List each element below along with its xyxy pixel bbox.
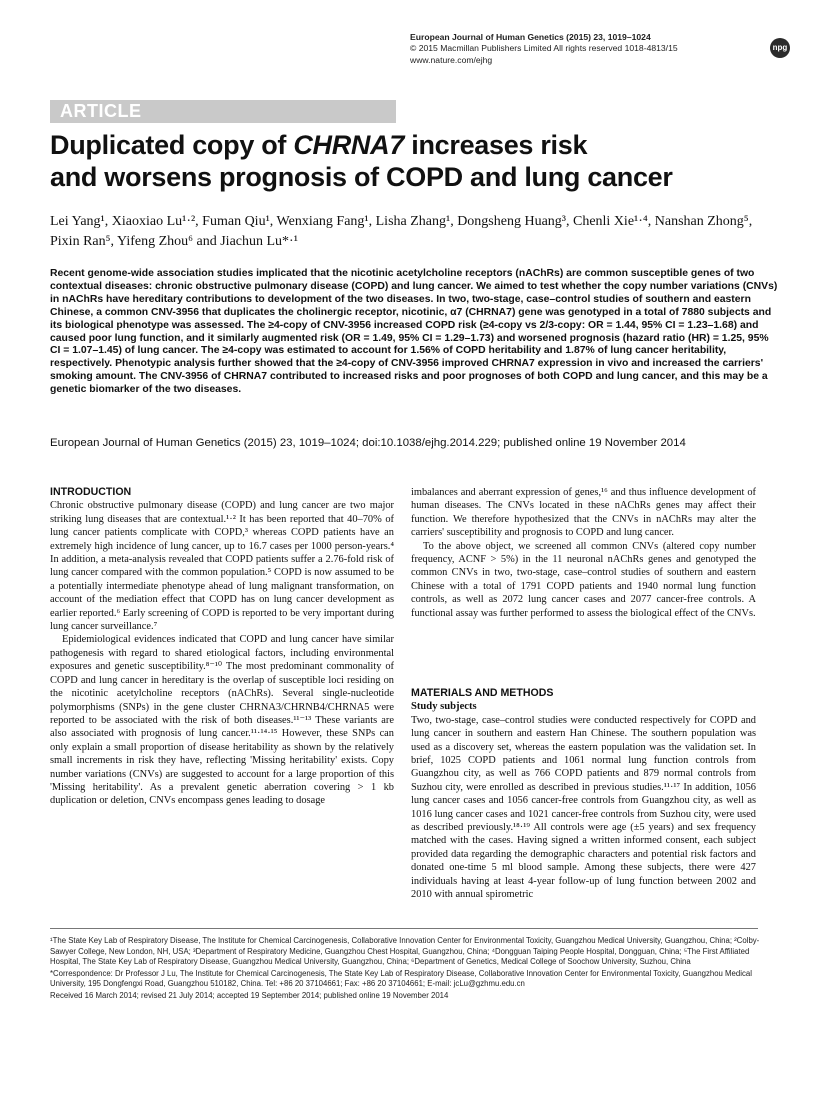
methods-heading: MATERIALS AND METHODS: [411, 687, 554, 699]
title-gene: CHRNA7: [293, 130, 405, 160]
copyright-line: © 2015 Macmillan Publishers Limited All rights reserved 1018-4813/15: [410, 43, 678, 54]
intro-paragraph-3: imbalances and aberrant expression of genes,¹⁶ and thus influence development of human diseases. The CNVs located in these nAChRs genes may affect their function. We therefore hypothesized that the CNVs in nAChRs may alter the carriers' susceptibility and prognosis to COPD and lung cancer.: [411, 487, 756, 539]
journal-url[interactable]: www.nature.com/ejhg: [410, 54, 493, 65]
intro-paragraph-1: Chronic obstructive pulmonary disease (COPD) and lung cancer are two major striking lung diseases that are contextual.¹·² It has been reported that 40–70% of lung cancer patients complicate with COPD,³ whereas COPD patients have an extremely high incidence of lung cancer, up to 16.7 cases per 1000 person-years.⁴ In addition, a meta-analysis revealed that COPD patients suffer a 2.76-fold risk of lung cancer compared with the common population.⁵ COPD is now assumed to be a potentially intermediate phenotype ahead of lung malignant transformation, on account of the mediation effect that COPD has on lung cancer development as earlier reported.⁶ Early screening of COPD is reported to be very important during lung cancer surveillance.⁷: [50, 500, 394, 633]
title-line-2: and worsens prognosis of COPD and lung cancer: [50, 162, 673, 192]
article-type-band: [50, 100, 396, 123]
abstract: Recent genome-wide association studies implicated that the nicotinic acetylcholine receptors (nAChRs) are common susceptible genes of two contextual diseases: chronic obstructive pulmonary disease (COPD) and lung cancer. We aimed to test whether the copy number variations (CNVs) in nAChRs have hereditary contributions to development of the two diseases. In two, two-stage, case–control studies of southern and eastern Chinese, a common CNV-3956 that duplicates the cholinergic receptor, nicotinic, α7 (CHRNA7) gene was genotyped in a total of 7880 subjects and its biological phenotype was assessed. The ≥4-copy of CNV-3956 increased COPD risk (≥4-copy vs 2/3-copy: OR = 1.44, 95% CI = 1.23–1.68) and caused poor lung function, and it similarly augmented risk (OR = 1.49, 95% CI = 1.29–1.73) and worsened prognosis (hazard ratio (HR) = 1.25, 95% CI = 1.07–1.45) of lung cancer. The ≥4-copy was estimated to account for 1.56% of COPD heritability and 1.87% of lung cancer heritability, respectively. Phenotypic analysis further showed that the ≥4-copy of CNV-3956 improved CHRNA7 expression in vivo and increased the carriers' smoking amount. The CNV-3956 of CHRNA7 contributed to increased risks and poor prognoses of both COPD and lung cancer, and this may be a genetic biomarker of the two diseases.: [50, 268, 778, 396]
article-label: ARTICLE: [60, 101, 142, 121]
correspondence: *Correspondence: Dr Professor J Lu, The Institute for Chemical Carcinogenesis, The State Key Lab of Respiratory Disease, Collaborative Innovation Center for Environmental Toxicity, Guangzhou Medical University, 195 Dongfengxi Road, Guangzhou 510182, China. Tel: +86 20 37104661; Fax: +86 20 37104661; E-mail: jcLu@gzhmu.edu.cn: [50, 968, 752, 989]
received-dates: Received 16 March 2014; revised 21 July 2014; accepted 19 September 2014; published online 19 November 2014: [50, 990, 449, 1000]
methods-section: [411, 687, 756, 902]
intro-paragraph-2: Epidemiological evidences indicated that COPD and lung cancer have similar pathogenesis with regard to shared etiological factors, including environmental exposures and genetic susceptibility.⁸⁻¹⁰ The most predominant commonality of COPD and lung cancer in hereditary is the overlap of susceptible loci residing on the nicotinic acetylcholine receptors (nAChRs). Several single-nucleotide polymorphisms (SNPs) in the gene cluster CHRNA3/CHRNB4/CHRNA5 were reported to be associated with the risk of both diseases.¹¹⁻¹³ These variants are also associated with prognosis of lung cancer.¹¹·¹⁴·¹⁵ However, these SNPs can only explain a small proportion of disease heritability as shown by the relatively small increments in risk they have, reflecting 'Missing heritability' exists. Copy number variations (CNVs) are suggested to account for a large proportion of this 'Missing heritability'. As a prevalent genetic aberration covering > 1 kb duplication or deletion, CNVs encompass genes leading to dosage: [50, 634, 394, 807]
methods-paragraph-1: Two, two-stage, case–control studies were conducted respectively for COPD and lung cancer in southern and eastern Han Chinese. The southern population was used as a discovery set, whereas the eastern population was the validation set. In brief, 1025 COPD patients and 1061 normal lung function controls from Guangzhou city, as well as 766 COPD patients and 879 normal controls from Suzhou city, were enrolled as described in previous studies.¹¹·¹⁷ In addition, 1056 lung cancer cases and 1056 cancer-free controls from Guangzhou city, as well as 1016 lung cancer cases and 1021 cancer-free controls from Suzhou city, were used as described previously.¹⁸·¹⁹ All controls were age (±5 years) and sex frequency matched with the cases. Having signed a written informed consent, each subject provided data regarding the demographic characters and potential risk factors and donated one-time 5 ml blood sample. Among these subjects, there were 427 individuals having at least 4-year follow-up of lung function between 2002 and 2010 with annual spirometric: [411, 714, 756, 901]
title-text: increases risk: [404, 130, 588, 160]
title-text: Duplicated copy of: [50, 130, 294, 160]
left-column: [50, 486, 394, 808]
affiliations: ¹The State Key Lab of Respiratory Disease, The Institute for Chemical Carcinogenesis, Collaborative Innovation Center for Environmental Toxicity, Guangzhou Medical University, Guangzhou, China; ²Colby-Sawyer College, New London, NH, USA; ³Department of Respiratory Medicine, Guangzhou Chest Hospital, Guangzhou, China; ⁴Dongguan Taiping People Hospital, Dongguan, China; ⁵The First Affiliated Hospital, The State Key Lab of Respiratory Disease, Guangzhou Medical University, Guangzhou, China; ⁶Department of Genetics, Medical College of Soochow University, Suzhou, China: [50, 936, 760, 967]
citation-line: European Journal of Human Genetics (2015) 23, 1019–1024; doi:10.1038/ejhg.2014.229; published online 19 November 2014: [50, 437, 686, 449]
npg-logo: npg: [770, 38, 790, 58]
introduction-heading: INTRODUCTION: [50, 486, 132, 498]
author-list: Lei Yang¹, Xiaoxiao Lu¹·², Fuman Qiu¹, Wenxiang Fang¹, Lisha Zhang¹, Dongsheng Huang³, Chenli Xie¹·⁴, Nanshan Zhong⁵, Pixin Ran⁵, Yifeng Zhou⁶ and Jiachun Lu*·¹: [50, 214, 753, 249]
article-title: [50, 129, 780, 193]
right-column: [411, 486, 756, 620]
footnotes: [50, 936, 762, 1003]
footnote-divider: [50, 928, 758, 929]
journal-header: [410, 32, 678, 66]
intro-paragraph-4: To the above object, we screened all common CNVs (altered copy number frequency, ACNF > 5%) in the 11 neuronal nAChRs genes and genotyped the common CNVs in two, two-stage, case–control studies of southern and eastern Chinese with a total of 1791 COPD patients and 1940 normal lung function controls, as well as 2072 lung cancer cases and 2077 cancer-free controls. A functional assay was further performed to assess the biological effect of the CNVs.: [411, 540, 756, 619]
journal-line: European Journal of Human Genetics (2015) 23, 1019–1024: [410, 32, 651, 42]
methods-subheading: Study subjects: [411, 701, 477, 713]
